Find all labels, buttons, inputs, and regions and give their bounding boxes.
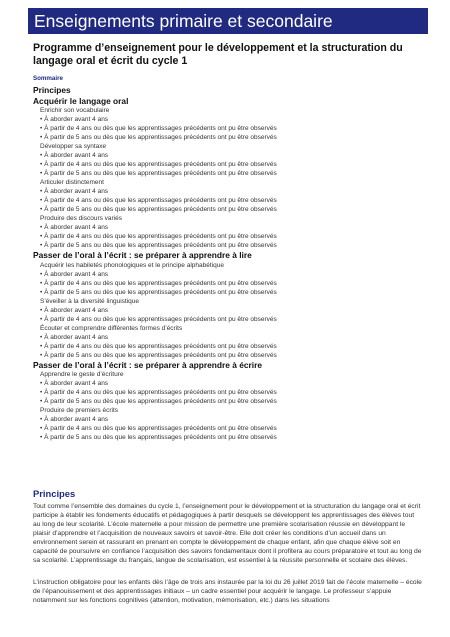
toc-item-link[interactable]: • À partir de 5 ans ou dès que les apprentissages précédents ont pu être observés xyxy=(33,169,423,178)
toc-item-link[interactable]: • À partir de 4 ans ou dès que les apprentissages précédents ont pu être observés xyxy=(33,232,423,241)
toc-subheading-link[interactable]: S’éveiller à la diversité linguistique xyxy=(40,297,139,305)
toc-item-link[interactable]: • À partir de 5 ans ou dès que les apprentissages précédents ont pu être observés xyxy=(33,205,423,214)
toc-item-link[interactable]: • À aborder avant 4 ans xyxy=(33,306,423,315)
toc-item-link[interactable]: • À aborder avant 4 ans xyxy=(33,333,423,342)
toc-subheading-link[interactable]: Articuler distinctement xyxy=(40,179,104,186)
toc-item-link[interactable]: • À partir de 5 ans ou dès que les apprentissages précédents ont pu être observés xyxy=(33,133,423,142)
toc-item-link[interactable]: • À aborder avant 4 ans xyxy=(33,223,423,232)
toc-item-link[interactable]: • À partir de 5 ans ou dès que les apprentissages précédents ont pu être observés xyxy=(33,288,423,297)
toc-item-link[interactable]: • À partir de 5 ans ou dès que les apprentissages précédents ont pu être observés xyxy=(33,351,423,360)
toc-item-link[interactable]: • À partir de 4 ans ou dès que les apprentissages précédents ont pu être observés xyxy=(33,342,423,351)
toc-item-link[interactable]: • À partir de 4 ans ou dès que les apprentissages précédents ont pu être observés xyxy=(33,279,423,288)
paragraph-2: L’instruction obligatoire pour les enfants dès l’âge de trois ans instaurée par la loi du 26 juillet 2019 fait de l’école maternelle – école de l’épanouissement et des apprentissages initiaux – un cadre essentiel pour acquérir le langage. Le professeur s’appuie notamment sur les fonctions cognitives (attention, motivation, mémorisation, etc.) dans les situations xyxy=(33,579,422,604)
toc-item-link[interactable]: • À partir de 5 ans ou dès que les apprentissages précédents ont pu être observés xyxy=(33,397,423,406)
toc-item-link[interactable]: • À aborder avant 4 ans xyxy=(33,270,423,279)
toc-item-link[interactable]: • À aborder avant 4 ans xyxy=(33,415,423,424)
toc-item-link[interactable]: • À partir de 4 ans ou dès que les apprentissages précédents ont pu être observés xyxy=(33,196,423,205)
toc-subheading-link[interactable]: Acquérir les habiletés phonologiques et le principe alphabétique xyxy=(40,261,224,269)
toc-subheading-link[interactable]: Enrichir son vocabulaire xyxy=(40,107,110,114)
sommaire-label: Sommaire xyxy=(33,75,63,82)
toc-item-link[interactable]: • À partir de 5 ans ou dès que les apprentissages précédents ont pu être observés xyxy=(33,433,423,442)
toc-item-link[interactable]: • À aborder avant 4 ans xyxy=(33,187,423,196)
toc-heading-link[interactable]: Passer de l’oral à l’écrit : se préparer à apprendre à écrire xyxy=(33,359,263,370)
toc-item-link[interactable]: • À partir de 4 ans ou dès que les apprentissages précédents ont pu être observés xyxy=(33,160,423,169)
toc-heading-link[interactable]: Acquérir le langage oral xyxy=(33,95,129,106)
page-banner: Enseignements primaire et secondaire xyxy=(28,8,428,34)
toc-item-link[interactable]: • À partir de 4 ans ou dès que les apprentissages précédents ont pu être observés xyxy=(33,315,423,324)
toc-heading-link[interactable]: Passer de l’oral à l’écrit : se préparer à apprendre à lire xyxy=(33,250,252,260)
toc-subheading-link[interactable]: Apprendre le geste d’écriture xyxy=(40,371,124,378)
table-of-contents xyxy=(33,85,423,442)
toc-item-link[interactable]: • À aborder avant 4 ans xyxy=(33,115,423,124)
toc-item-link[interactable]: • À partir de 4 ans ou dès que les apprentissages précédents ont pu être observés xyxy=(33,424,423,433)
toc-subheading-link[interactable]: Écouter et comprendre différentes formes d’écrits xyxy=(40,324,183,332)
section-heading-principes: Principes xyxy=(33,488,76,499)
toc-item-link[interactable]: • À aborder avant 4 ans xyxy=(33,379,423,388)
document-title: Programme d’enseignement pour le développement et la structuration du langage oral et écrit du cycle 1 xyxy=(33,42,403,67)
toc-item-link[interactable]: • À aborder avant 4 ans xyxy=(33,151,423,160)
paragraph-1: Tout comme l’ensemble des domaines du cycle 1, l’enseignement pour le développement et la structuration du langage oral et écrit participe à établir les fondements éducatifs et pédagogiques à partir desquels se développent les apprentissages des élèves tout au long de leur scolarité. L’école maternelle a pour mission de permettre une première scolarisation réussie en développant le plaisir d’apprendre et l’acquisition de nouveaux savoirs et savoir-être. Elle doit créer les conditions d’un accueil dans un environnement serein et rassurant en prenant en compte le développement de chaque enfant, afin que chaque élève soit en capacité de poursuivre en confiance l’acquisition des savoirs fondamentaux dont il profitera au cours préparatoire et tout au long de sa scolarité. L’apprentissage du français, langue de scolarisation, est essentiel à la réussite personnelle et scolaire des élèves. xyxy=(33,503,422,564)
toc-subheading-link[interactable]: Produire des discours variés xyxy=(40,215,123,222)
toc-subheading-link[interactable]: Produire de premiers écrits xyxy=(40,407,119,414)
toc-item-link[interactable]: • À partir de 5 ans ou dès que les apprentissages précédents ont pu être observés xyxy=(33,241,423,250)
toc-heading-link[interactable]: Principes xyxy=(33,85,71,95)
toc-item-link[interactable]: • À partir de 4 ans ou dès que les apprentissages précédents ont pu être observés xyxy=(33,124,423,133)
toc-item-link[interactable]: • À partir de 4 ans ou dès que les apprentissages précédents ont pu être observés xyxy=(33,388,423,397)
toc-subheading-link[interactable]: Développer sa syntaxe xyxy=(40,143,107,150)
